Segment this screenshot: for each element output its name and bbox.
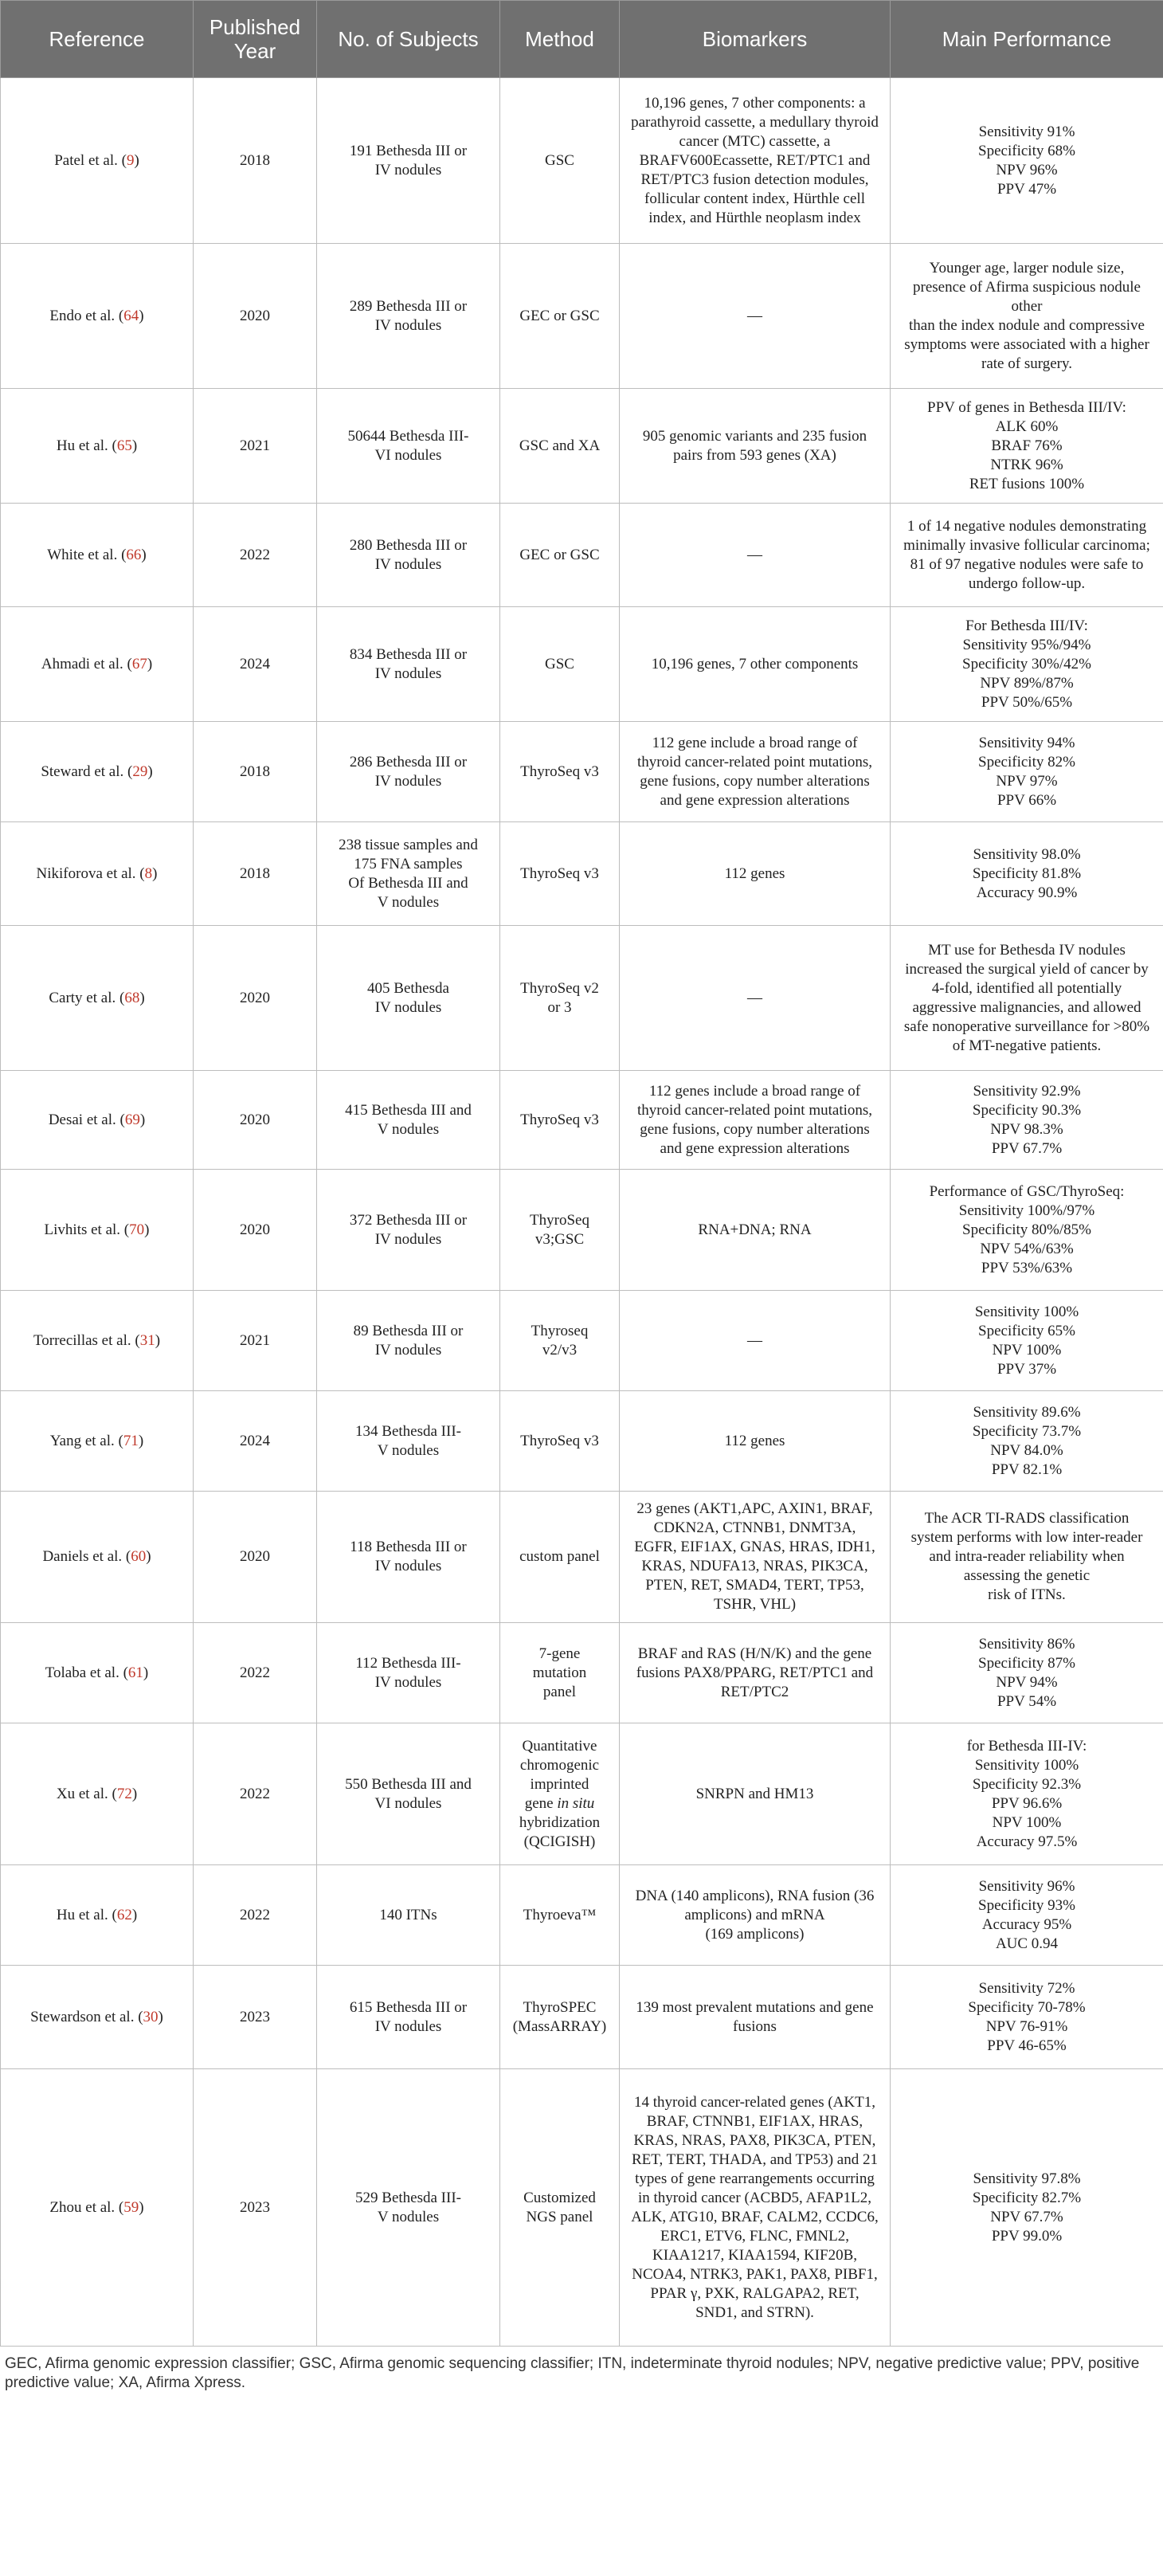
cell-reference (1, 389, 194, 504)
cell-year: 2022 (194, 1623, 317, 1723)
cell-reference (1, 244, 194, 389)
cell-year: 2024 (194, 607, 317, 722)
cell-method: GSC and XA (500, 389, 620, 504)
table-footnote: GEC, Afirma genomic expression classifier; GSC, Afirma genomic sequencing classifier; ITN, indeterminate thyroid nodules; NPV, negative predictive value; PPV, positive predictive value; XA, Afirma Xpress. (5, 2355, 1140, 2391)
cell-subjects: 50644 Bethesda III- VI nodules (317, 389, 500, 504)
cell-subjects: 372 Bethesda III or IV nodules (317, 1170, 500, 1291)
table-header (1, 1, 1163, 78)
cell-method: custom panel (500, 1492, 620, 1623)
cell-reference (1, 1071, 194, 1170)
reference-close: ) (141, 546, 147, 563)
cell-reference (1, 1623, 194, 1723)
cell-method: ThyroSeq v3;GSC (500, 1170, 620, 1291)
reference-author: Xu et al. ( (56, 1785, 117, 1802)
cell-subjects: 286 Bethesda III or IV nodules (317, 722, 500, 822)
cell-method: Thyroseq v2/v3 (500, 1291, 620, 1391)
table-row (1, 1291, 1163, 1391)
cell-performance: Sensitivity 92.9% Specificity 90.3% NPV 98.3% PPV 67.7% (891, 1071, 1163, 1170)
cell-performance: For Bethesda III/IV: Sensitivity 95%/94% Specificity 30%/42% NPV 89%/87% PPV 50%/65% (891, 607, 1163, 722)
cell-performance: Sensitivity 89.6% Specificity 73.7% NPV 84.0% PPV 82.1% (891, 1391, 1163, 1492)
cell-biomarkers: — (620, 504, 891, 607)
reference-author: Zhou et al. ( (49, 2198, 124, 2216)
reference-author: Yang et al. ( (49, 1432, 123, 1449)
cell-subjects: 89 Bethesda III or IV nodules (317, 1291, 500, 1391)
cell-method: ThyroSeq v2 or 3 (500, 926, 620, 1071)
reference-close: ) (139, 989, 145, 1006)
reference-close: ) (139, 1111, 146, 1128)
reference-close: ) (134, 151, 139, 169)
reference-author: Torrecillas et al. ( (33, 1331, 140, 1349)
cell-biomarkers: RNA+DNA; RNA (620, 1170, 891, 1291)
reference-close: ) (131, 437, 138, 454)
cell-biomarkers: — (620, 1291, 891, 1391)
cell-reference (1, 607, 194, 722)
cell-performance: for Bethesda III-IV: Sensitivity 100% Specificity 92.3% PPV 96.6% NPV 100% Accuracy 97.5% (891, 1723, 1163, 1865)
table-row (1, 1492, 1163, 1623)
reference-author: White et al. ( (47, 546, 127, 563)
reference-number-link[interactable]: 70 (129, 1221, 145, 1238)
cell-biomarkers: 10,196 genes, 7 other components (620, 607, 891, 722)
cell-year: 2021 (194, 389, 317, 504)
reference-number-link[interactable]: 71 (123, 1432, 139, 1449)
cell-performance: Sensitivity 86% Specificity 87% NPV 94% PPV 54% (891, 1623, 1163, 1723)
cell-method: Quantitative chromogenic imprinted gene in situ hybridization (QCIGISH) (500, 1723, 620, 1865)
cell-reference (1, 78, 194, 244)
cell-performance: The ACR TI-RADS classification system performs with low inter-reader and intra-reader reliability when assessing the genetic risk of ITNs. (891, 1492, 1163, 1623)
reference-number-link[interactable]: 61 (127, 1664, 143, 1681)
cell-year: 2020 (194, 1170, 317, 1291)
cell-biomarkers: DNA (140 amplicons), RNA fusion (36 amplicons) and mRNA (169 amplicons) (620, 1865, 891, 1966)
reference-author: Patel et al. ( (54, 151, 127, 169)
reference-author: Daniels et al. ( (42, 1548, 131, 1565)
cell-biomarkers: — (620, 926, 891, 1071)
cell-biomarkers: 905 genomic variants and 235 fusion pairs from 593 genes (XA) (620, 389, 891, 504)
reference-number-link[interactable]: 66 (126, 546, 142, 563)
cell-biomarkers: 23 genes (AKT1,APC, AXIN1, BRAF, CDKN2A, CTNNB1, DNMT3A, EGFR, EIF1AX, GNAS, HRAS, IDH1, KRAS, NDUFA13, NRAS, PIK3CA, PTEN, RET, SMAD4, TERT, TP53, TSHR, VHL) (620, 1492, 891, 1623)
cell-method: ThyroSeq v3 (500, 1391, 620, 1492)
reference-number-link[interactable]: 29 (132, 763, 148, 780)
cell-subjects: 191 Bethesda III or IV nodules (317, 78, 500, 244)
cell-performance: Sensitivity 91% Specificity 68% NPV 96% PPV 47% (891, 78, 1163, 244)
table-row (1, 78, 1163, 244)
cell-method: Customized NGS panel (500, 2069, 620, 2347)
cell-method: GEC or GSC (500, 504, 620, 607)
cell-year: 2020 (194, 1071, 317, 1170)
reference-number-link[interactable]: 59 (123, 2198, 139, 2216)
cell-performance: 1 of 14 negative nodules demonstrating minimally invasive follicular carcinoma; 81 of 97 negative nodules were safe to undergo follow-up. (891, 504, 1163, 607)
cell-method: 7-gene mutation panel (500, 1623, 620, 1723)
reference-close: ) (158, 2008, 163, 2025)
reference-number-link[interactable]: 30 (143, 2008, 159, 2025)
cell-subjects: 134 Bethesda III- V nodules (317, 1391, 500, 1492)
reference-close: ) (155, 1331, 161, 1349)
reference-close: ) (152, 865, 158, 882)
table-row (1, 1966, 1163, 2069)
table-row (1, 1723, 1163, 1865)
cell-reference (1, 1391, 194, 1492)
cell-method: ThyroSeq v3 (500, 722, 620, 822)
reference-close: ) (147, 655, 153, 672)
reference-author: Steward et al. ( (41, 763, 133, 780)
table-row (1, 722, 1163, 822)
cell-subjects: 615 Bethesda III or IV nodules (317, 1966, 500, 2069)
cell-subjects: 140 ITNs (317, 1865, 500, 1966)
cell-reference (1, 722, 194, 822)
table-row (1, 926, 1163, 1071)
cell-subjects: 118 Bethesda III or IV nodules (317, 1492, 500, 1623)
table-row (1, 2069, 1163, 2347)
header-performance: Main Performance (891, 1, 1163, 78)
cell-year: 2020 (194, 244, 317, 389)
reference-number-link[interactable]: 9 (126, 151, 135, 169)
cell-performance: Sensitivity 97.8% Specificity 82.7% NPV 67.7% PPV 99.0% (891, 2069, 1163, 2347)
reference-close: ) (131, 1785, 138, 1802)
cell-performance: Sensitivity 96% Specificity 93% Accuracy 95% AUC 0.94 (891, 1865, 1163, 1966)
reference-author: Stewardson et al. ( (30, 2008, 143, 2025)
table-body (1, 78, 1163, 2347)
reference-number-link[interactable]: 8 (144, 865, 153, 882)
cell-year: 2022 (194, 1723, 317, 1865)
cell-subjects: 112 Bethesda III- IV nodules (317, 1623, 500, 1723)
cell-reference (1, 1865, 194, 1966)
cell-performance: Sensitivity 94% Specificity 82% NPV 97% PPV 66% (891, 722, 1163, 822)
table-row (1, 822, 1163, 926)
cell-method: GSC (500, 78, 620, 244)
cell-reference (1, 2069, 194, 2347)
reference-author: Hu et al. ( (56, 1906, 117, 1923)
cell-year: 2018 (194, 78, 317, 244)
header-year: Published Year (194, 1, 317, 78)
reference-number-link[interactable]: 65 (116, 437, 132, 454)
cell-subjects: 405 Bethesda IV nodules (317, 926, 500, 1071)
cell-biomarkers: 112 genes include a broad range of thyroid cancer-related point mutations, gene fusions, copy number alterations and gene expression alterations (620, 1071, 891, 1170)
cell-subjects: 834 Bethesda III or IV nodules (317, 607, 500, 722)
cell-biomarkers: 112 genes (620, 1391, 891, 1492)
cell-biomarkers: 112 genes (620, 822, 891, 926)
cell-reference (1, 822, 194, 926)
cell-biomarkers: 10,196 genes, 7 other components: a parathyroid cassette, a medullary thyroid cancer (MTC) cassette, a BRAFV600Ecassette, RET/PTC1 and RET/PTC3 fusion detection modules, follicular content index, Hürthle cell index, and Hürthle neoplasm index (620, 78, 891, 244)
cell-biomarkers: — (620, 244, 891, 389)
reference-number-link[interactable]: 62 (116, 1906, 132, 1923)
reference-close: ) (131, 1906, 138, 1923)
cell-year: 2023 (194, 2069, 317, 2347)
cell-biomarkers: BRAF and RAS (H/N/K) and the gene fusions PAX8/PPARG, RET/PTC1 and RET/PTC2 (620, 1623, 891, 1723)
cell-performance: MT use for Bethesda IV nodules increased the surgical yield of cancer by 4-fold, identified all potentially aggressive malignancies, and allowed safe nonoperative surveillance for >80% of MT-negative patients. (891, 926, 1163, 1071)
table-row (1, 389, 1163, 504)
cell-method: ThyroSeq v3 (500, 1071, 620, 1170)
cell-year: 2022 (194, 504, 317, 607)
cell-year: 2020 (194, 926, 317, 1071)
cell-performance: PPV of genes in Bethesda III/IV: ALK 60% BRAF 76% NTRK 96% RET fusions 100% (891, 389, 1163, 504)
reference-author: Nikiforova et al. ( (36, 865, 145, 882)
cell-performance: Performance of GSC/ThyroSeq: Sensitivity 100%/97% Specificity 80%/85% NPV 54%/63% PPV 53%/63% (891, 1170, 1163, 1291)
cell-reference (1, 1723, 194, 1865)
reference-author: Tolaba et al. ( (45, 1664, 128, 1681)
cell-subjects: 238 tissue samples and 175 FNA samples Of Bethesda III and V nodules (317, 822, 500, 926)
table-row (1, 1170, 1163, 1291)
reference-author: Livhits et al. ( (44, 1221, 130, 1238)
reference-number-link[interactable]: 69 (124, 1111, 140, 1128)
cell-biomarkers: 14 thyroid cancer-related genes (AKT1, BRAF, CTNNB1, EIF1AX, HRAS, KRAS, NRAS, PAX8, PIK3CA, PTEN, RET, TERT, THADA, and TP53) and 21 types of gene rearrangements occurring in thyroid cancer (ACBD5, AFAP1L2, ALK, ATG10, BRAF, CALM2, CCDC6, ERC1, ETV6, FLNC, FMNL2, KIAA1217, KIAA1594, KIF20B, NCOA4, NTRK3, PAK1, PAX8, PIBF1, PPAR γ, PXK, RALGAPA2, RET, SND1, and STRN). (620, 2069, 891, 2347)
cell-year: 2020 (194, 1492, 317, 1623)
cell-subjects: 415 Bethesda III and V nodules (317, 1071, 500, 1170)
header-subjects: No. of Subjects (317, 1, 500, 78)
cell-performance: Sensitivity 100% Specificity 65% NPV 100% PPV 37% (891, 1291, 1163, 1391)
reference-number-link[interactable]: 60 (131, 1548, 147, 1565)
reference-close: ) (139, 2198, 144, 2216)
cell-reference (1, 1291, 194, 1391)
cell-reference (1, 926, 194, 1071)
cell-reference (1, 1170, 194, 1291)
reference-author: Desai et al. ( (48, 1111, 125, 1128)
cell-method: GSC (500, 607, 620, 722)
cell-method: Thyroeva™ (500, 1865, 620, 1966)
cell-subjects: 529 Bethesda III- V nodules (317, 2069, 500, 2347)
table-row (1, 1071, 1163, 1170)
cell-method: GEC or GSC (500, 244, 620, 389)
cell-year: 2018 (194, 722, 317, 822)
reference-number-link[interactable]: 31 (139, 1331, 155, 1349)
reference-author: Carty et al. ( (49, 989, 125, 1006)
cell-biomarkers: 112 gene include a broad range of thyroid cancer-related point mutations, gene fusions, copy number alterations and gene expression alterations (620, 722, 891, 822)
cell-performance: Younger age, larger nodule size, presence of Afirma suspicious nodule other than the index nodule and compressive symptoms were associated with a higher rate of surgery. (891, 244, 1163, 389)
reference-close: ) (139, 307, 144, 324)
cell-reference (1, 504, 194, 607)
reference-close: ) (147, 763, 153, 780)
reference-close: ) (144, 1221, 150, 1238)
cell-reference (1, 1492, 194, 1623)
table-row (1, 1391, 1163, 1492)
cell-year: 2018 (194, 822, 317, 926)
cell-biomarkers: 139 most prevalent mutations and gene fusions (620, 1966, 891, 2069)
cell-year: 2021 (194, 1291, 317, 1391)
reference-author: Hu et al. ( (56, 437, 117, 454)
header-method: Method (500, 1, 620, 78)
cell-performance: Sensitivity 72% Specificity 70-78% NPV 76-91% PPV 46-65% (891, 1966, 1163, 2069)
cell-subjects: 550 Bethesda III and VI nodules (317, 1723, 500, 1865)
table-row (1, 1865, 1163, 1966)
cell-performance: Sensitivity 98.0% Specificity 81.8% Accuracy 90.9% (891, 822, 1163, 926)
cell-subjects: 280 Bethesda III or IV nodules (317, 504, 500, 607)
header-biomarkers: Biomarkers (620, 1, 891, 78)
cell-biomarkers: SNRPN and HM13 (620, 1723, 891, 1865)
reference-number-link[interactable]: 72 (116, 1785, 132, 1802)
reference-close: ) (138, 1432, 144, 1449)
reference-author: Endo et al. ( (49, 307, 124, 324)
cell-subjects: 289 Bethesda III or IV nodules (317, 244, 500, 389)
italic-text: in situ (557, 1794, 595, 1812)
header-reference: Reference (1, 1, 194, 78)
cell-year: 2024 (194, 1391, 317, 1492)
table-row (1, 504, 1163, 607)
table-row (1, 607, 1163, 722)
reference-author: Ahmadi et al. ( (41, 655, 132, 672)
cell-method: ThyroSPEC (MassARRAY) (500, 1966, 620, 2069)
cell-year: 2022 (194, 1865, 317, 1966)
cell-reference (1, 1966, 194, 2069)
reference-number-link[interactable]: 67 (131, 655, 147, 672)
reference-number-link[interactable]: 68 (124, 989, 140, 1006)
table-row (1, 244, 1163, 389)
table-row (1, 1623, 1163, 1723)
reference-close: ) (143, 1664, 149, 1681)
cell-method: ThyroSeq v3 (500, 822, 620, 926)
reference-close: ) (146, 1548, 151, 1565)
reference-number-link[interactable]: 64 (123, 307, 139, 324)
cell-year: 2023 (194, 1966, 317, 2069)
